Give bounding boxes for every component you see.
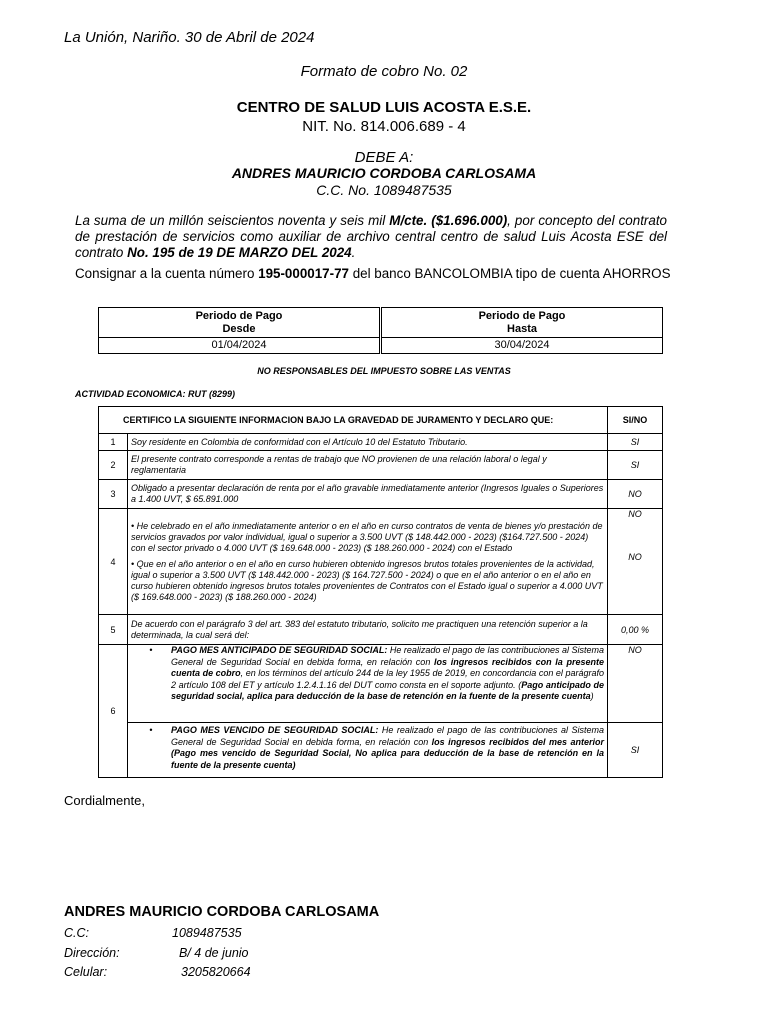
anticipated-title: PAGO MES ANTICIPADO DE SEGURIDAD SOCIAL: — [171, 645, 388, 655]
late-payment-text — [171, 725, 604, 771]
answer-b: NO — [628, 552, 642, 562]
certification-header: CERTIFICO LA SIGUIENTE INFORMACION BAJO LA GRAVEDAD DE JURAMENTO Y DECLARO QUE: — [99, 407, 608, 434]
table-row — [99, 434, 663, 451]
row-text: El presente contrato corresponde a rentas de trabajo que NO provienen de una relación laboral o legal y reglamentaria — [128, 451, 608, 480]
format-title: Formato de cobro No. 02 — [300, 63, 468, 80]
address-label: Dirección: — [64, 946, 120, 960]
period-header-sub: Desde — [222, 322, 256, 335]
creditor-name: ANDRES MAURICIO CORDOBA CARLOSAMA — [231, 165, 537, 181]
row-text: Soy residente en Colombia de conformidad con el Artículo 10 del Estatuto Tributario. — [128, 434, 608, 451]
table-row — [99, 645, 663, 723]
signature-name: ANDRES MAURICIO CORDOBA CARLOSAMA — [64, 904, 380, 920]
row-number: 3 — [99, 480, 128, 509]
row-answer: SI — [608, 434, 663, 451]
economic-activity: ACTIVIDAD ECONOMICA: RUT (8299) — [75, 389, 236, 399]
row-answer: NO — [608, 480, 663, 509]
anticipated-payment-item — [131, 645, 604, 703]
late-bold: los ingresos recibidos del mes anterior (Pago mes vencido de Seguridad Social, No aplica para deducción de la base de retención en la fuente de la presente cuenta) — [171, 736, 604, 770]
late-payment-item — [131, 725, 604, 771]
period-header-sub: Hasta — [507, 322, 537, 335]
bank-text: del banco BANCOLOMBIA tipo de cuenta AHORROS — [348, 266, 671, 281]
debe-a-label: DEBE A: — [354, 149, 414, 166]
row-bullet-b: • Que en el año anterior o en el año en curso hubieren obtenido ingresos brutos totales provenientes de la actividad, igual o superior a 3.500 UVT ($ 148.442.000 - 2023) ($ 164.727.500 - 2024) o que en el año anterior o en el año en curso hubieren obtenido ingresos brutos totales provenientes de Contratos con el Estado igual o superior a 4.000 UVT ($ 169.648.000 - 2023) ($ 188.260.000 - 2024) — [131, 558, 603, 602]
row-number: 2 — [99, 451, 128, 480]
table-row — [99, 480, 663, 509]
late-title: PAGO MES VENCIDO DE SEGURIDAD SOCIAL: — [171, 725, 379, 735]
table-row — [99, 509, 663, 615]
row-number: 1 — [99, 434, 128, 451]
contract-number: No. 195 de 19 DE MARZO DEL 2024 — [127, 245, 352, 260]
row-answer — [608, 509, 663, 615]
anticipated-end: ) — [590, 691, 594, 701]
organization-nit: NIT. No. 814.006.689 - 4 — [302, 118, 466, 135]
account-paragraph — [75, 266, 675, 281]
row-answer: SI — [608, 723, 663, 778]
phone-label: Celular: — [64, 965, 108, 979]
period-to-header — [381, 308, 663, 338]
table-row — [99, 451, 663, 480]
row-answer: SI — [608, 451, 663, 480]
tax-status-note: NO RESPONSABLES DEL IMPUESTO SOBRE LAS VENTAS — [257, 366, 511, 376]
cc-label: C.C: — [64, 926, 89, 940]
period-from-value: 01/04/2024 — [99, 338, 381, 354]
account-text: Consignar a la cuenta número — [75, 266, 259, 281]
contract-text: , por concepto del contrato de prestación de servicios como auxiliar de archivo central centro de salud Luis Acosta ESE del contrato — [75, 213, 667, 260]
account-number: 195-000017-77 — [258, 266, 349, 281]
period-header-label: Periodo de Pago — [195, 309, 283, 322]
amount-text: La suma de un millón seiscientos noventa y seis mil — [75, 213, 390, 228]
place-date: La Unión, Nariño. 30 de Abril de 2024 — [64, 29, 315, 46]
row-text — [128, 509, 608, 615]
address-value: B/ 4 de junio — [179, 946, 249, 960]
row-number: 6 — [99, 645, 128, 778]
anticipated-text-2: , en los términos del artículo 244 de la ley 1955 de 2019, en concordancia con el parágrafo 2 artículo 108 del ET y artículo 1.2.4.1.16 del DUT como consta en el soporte adjunto. ( — [171, 668, 604, 690]
anticipated-text: He realizado el pago de las contribuciones al Sistema General de Seguridad Social en debida forma, en relación con — [171, 645, 605, 667]
phone-value: 3205820664 — [181, 965, 251, 979]
organization-name: CENTRO DE SALUD LUIS ACOSTA E.S.E. — [236, 99, 532, 116]
anticipated-bold: los ingresos recibidos con la presente cuenta de cobro — [171, 656, 604, 678]
row-text — [128, 645, 608, 723]
closing: Cordialmente, — [64, 793, 145, 808]
row-answer: 0,00 % — [608, 615, 663, 645]
cc-value: 1089487535 — [172, 926, 242, 940]
row-text: Obligado a presentar declaración de renta por el año gravable inmediatamente anterior (Ingresos Iguales o Superiores a 1.400 UVT, $ 65.891.000 — [128, 480, 608, 509]
late-text: He realizado el pago de las contribuciones al Sistema General de Seguridad Social en debida forma, en relación con — [171, 725, 604, 747]
paragraph-end: . — [351, 245, 356, 260]
period-from-header — [99, 308, 381, 338]
bullet: • — [149, 645, 153, 655]
amount-paragraph — [75, 213, 667, 261]
creditor-id: C.C. No. 1089487535 — [316, 182, 452, 198]
amount-value: M/cte. ($1.696.000) — [389, 213, 508, 228]
row-text: De acuerdo con el parágrafo 3 del art. 383 del estatuto tributario, solicito me practiquen una retención superior a la determinada, la cual será del: — [128, 615, 608, 645]
table-row — [99, 615, 663, 645]
row-bullet-a: • He celebrado en el año inmediatamente anterior o en el año en curso contratos de venta de bienes y/o prestación de servicios gravados por valor individual, igual o superior a 3.500 UVT ($ 148.442.000 - 2023) ($164.727.500 - 2024) con el sector privado o 4.000 UVT ($ 169.648.000 - 2023) ($ 188.260.000 - 2024) con el Estado — [131, 520, 603, 553]
period-header-label: Periodo de Pago — [478, 309, 566, 322]
payment-period-table — [98, 307, 663, 354]
table-row — [99, 723, 663, 778]
answer-header: SI/NO — [608, 407, 663, 434]
anticipated-payment-text — [171, 645, 604, 703]
bullet: • — [149, 725, 153, 735]
row-number: 4 — [99, 509, 128, 615]
row-number: 5 — [99, 615, 128, 645]
period-to-value: 30/04/2024 — [381, 338, 663, 354]
row-answer: NO — [608, 645, 663, 723]
certification-table — [98, 406, 663, 778]
answer-a: NO — [628, 509, 642, 519]
row-text — [128, 723, 608, 778]
anticipated-bold-2: Pago anticipado de seguridad social, aplica para deducción de la base de retención en la fuente de la presente cuenta — [171, 679, 604, 701]
